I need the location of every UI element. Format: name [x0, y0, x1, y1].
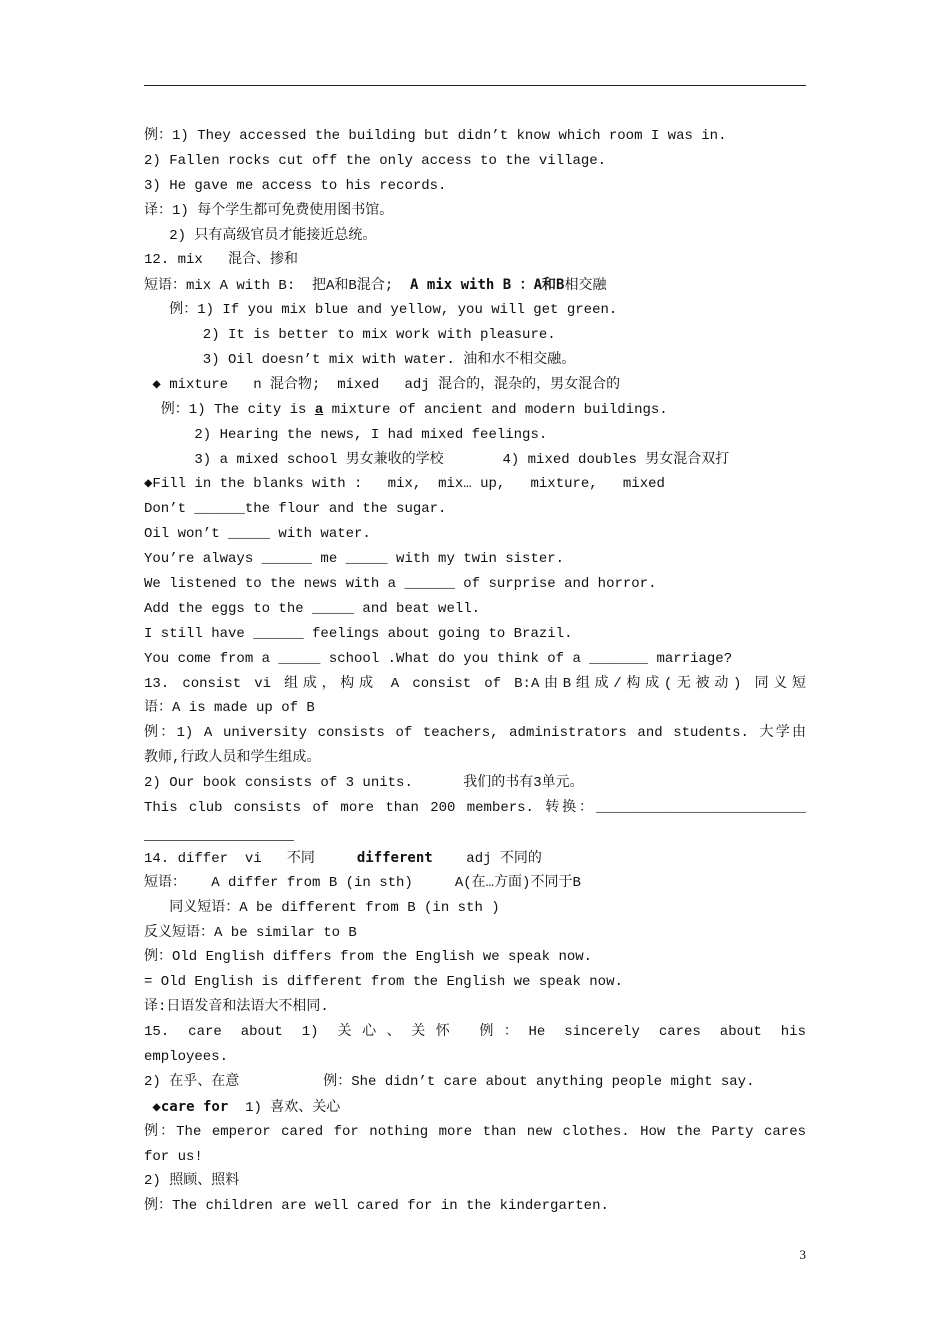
text-segment: I still have ______ feelings about going to Brazil.	[144, 625, 573, 642]
text-segment: A mix with B ：A和B	[410, 277, 565, 294]
text-segment: Oil won’t _____ with water.	[144, 526, 371, 543]
text-line	[144, 273, 806, 298]
text-segment: 3) He gave me access to his records.	[144, 177, 447, 194]
text-segment: 14. differ vi 不同	[144, 850, 357, 867]
text-line	[144, 472, 806, 497]
text-line	[144, 298, 806, 323]
text-segment: 反义短语：A be similar to B	[144, 924, 357, 941]
text-segment: We listened to the news with a ______ of surprise and horror.	[144, 576, 657, 593]
text-line	[144, 174, 806, 199]
text-segment: 2) 在乎、在意 例：She didn’t care about anything people might say.	[144, 1073, 755, 1090]
text-segment: 短语： A differ from B (in sth) A(在…方面)不同于B	[144, 874, 581, 891]
text-line	[144, 995, 806, 1020]
text-segment: 2) Hearing the news, I had mixed feelings.	[144, 426, 548, 443]
text-segment: employees.	[144, 1048, 229, 1065]
text-line	[144, 1070, 806, 1095]
text-line	[144, 547, 806, 572]
text-segment: 译：1) 每个学生都可免费使用图书馆。	[144, 202, 394, 219]
text-segment: ◆Fill in the blanks with : mix, mix… up, mixture, mixed	[144, 476, 665, 493]
text-segment: adj 不同的	[432, 850, 542, 867]
text-line	[144, 672, 806, 697]
text-segment: 2) 只有高级官员才能接近总统。	[144, 227, 377, 244]
text-segment: 3) Oil doesn’t mix with water. 油和水不相交融。	[144, 352, 576, 369]
text-line	[144, 896, 806, 921]
text-segment: a	[314, 401, 324, 418]
text-line	[144, 721, 806, 746]
text-line	[144, 821, 806, 846]
page-number: 3	[799, 1247, 806, 1262]
text-segment: 13. consist vi 组成，构成 A consist of B:A由B组成/构成(无被动) 同义短	[144, 675, 806, 692]
text-segment: care for	[160, 1098, 229, 1115]
text-segment: 2) It is better to mix work with pleasure.	[144, 327, 556, 344]
text-line	[144, 398, 806, 423]
text-line	[144, 124, 806, 149]
text-segment: Don’t ______the flour and the sugar.	[144, 501, 447, 518]
text-segment: 例：The emperor cared for nothing more than new clothes. How the Party cares	[144, 1123, 806, 1140]
text-line	[144, 871, 806, 896]
document-body	[144, 124, 806, 1219]
text-line	[144, 647, 806, 672]
text-segment: 例：1) The city is	[144, 401, 315, 418]
text-segment: 2) Our book consists of 3 units. 我们的书有3单元。	[144, 775, 584, 792]
text-line	[144, 248, 806, 273]
text-segment: 教师,行政人员和学生组成。	[144, 750, 321, 767]
text-line	[144, 921, 806, 946]
text-segment: 语：A is made up of B	[144, 700, 315, 717]
text-segment: mixture of ancient and modern buildings.	[323, 401, 668, 418]
text-segment: different	[356, 849, 433, 866]
text-segment: = Old English is different from the English we speak now.	[144, 974, 623, 991]
text-segment: You’re always ______ me _____ with my twin sister.	[144, 551, 565, 568]
text-line	[144, 1145, 806, 1170]
text-segment: 2) Fallen rocks cut off the only access to the village.	[144, 152, 607, 169]
text-segment: 3) a mixed school 男女兼收的学校 4) mixed doubles 男女混合双打	[144, 451, 730, 468]
text-line	[144, 1169, 806, 1194]
text-segment: 译:日语发音和法语大不相同.	[144, 999, 329, 1016]
text-line	[144, 796, 806, 821]
text-segment: 相交融	[564, 278, 607, 295]
text-line	[144, 846, 806, 871]
text-segment: 例：1) A university consists of teachers, administrators and students. 大学由	[144, 725, 806, 742]
text-line	[144, 323, 806, 348]
text-line	[144, 597, 806, 622]
text-line	[144, 1120, 806, 1145]
text-line	[144, 1194, 806, 1219]
text-line	[144, 746, 806, 771]
text-line	[144, 572, 806, 597]
text-segment: 1) 喜欢、关心	[228, 1099, 341, 1116]
text-segment: 2) 照顾、照料	[144, 1173, 240, 1190]
text-segment: 同义短语：A be different from B (in sth )	[144, 899, 500, 916]
text-segment: 15. care about 1) 关心、关怀 例：He sincerely cares about his	[144, 1024, 806, 1041]
text-line	[144, 448, 806, 473]
text-line	[144, 348, 806, 373]
text-segment: You come from a _____ school .What do you think of a _______ marriage?	[144, 650, 733, 667]
text-segment: 例：The children are well cared for in the kindergarten.	[144, 1198, 609, 1215]
text-segment: 短语：mix A with B: 把A和B混合;	[144, 278, 411, 295]
text-segment: 例：1) They accessed the building but didn’t know which room I was in.	[144, 128, 727, 144]
text-segment: 例：1) If you mix blue and yellow, you will get green.	[144, 302, 618, 319]
conversion-answer-line	[144, 840, 294, 841]
text-line	[144, 970, 806, 995]
text-line	[144, 771, 806, 796]
text-segment: ◆	[144, 1099, 161, 1116]
text-line	[144, 945, 806, 970]
text-segment: ◆ mixture n 混合物; mixed adj 混合的，混杂的，男女混合的	[144, 376, 621, 393]
text-segment: Add the eggs to the _____ and beat well.	[144, 600, 481, 617]
text-line	[144, 1045, 806, 1070]
text-line	[144, 1095, 806, 1120]
text-segment: 12. mix 混合、掺和	[144, 252, 299, 269]
text-line	[144, 373, 806, 398]
text-segment: for us!	[144, 1148, 203, 1165]
text-segment: 例：Old English differs from the English we speak now.	[144, 949, 593, 966]
text-line	[144, 199, 806, 224]
text-line	[144, 224, 806, 249]
header-rule	[144, 85, 806, 86]
text-line	[144, 522, 806, 547]
text-line	[144, 696, 806, 721]
text-line	[144, 622, 806, 647]
text-line	[144, 149, 806, 174]
text-segment: This club consists of more than 200 members. 转换：_________________________	[144, 800, 806, 817]
text-line	[144, 497, 806, 522]
text-line	[144, 1020, 806, 1045]
text-line	[144, 423, 806, 448]
